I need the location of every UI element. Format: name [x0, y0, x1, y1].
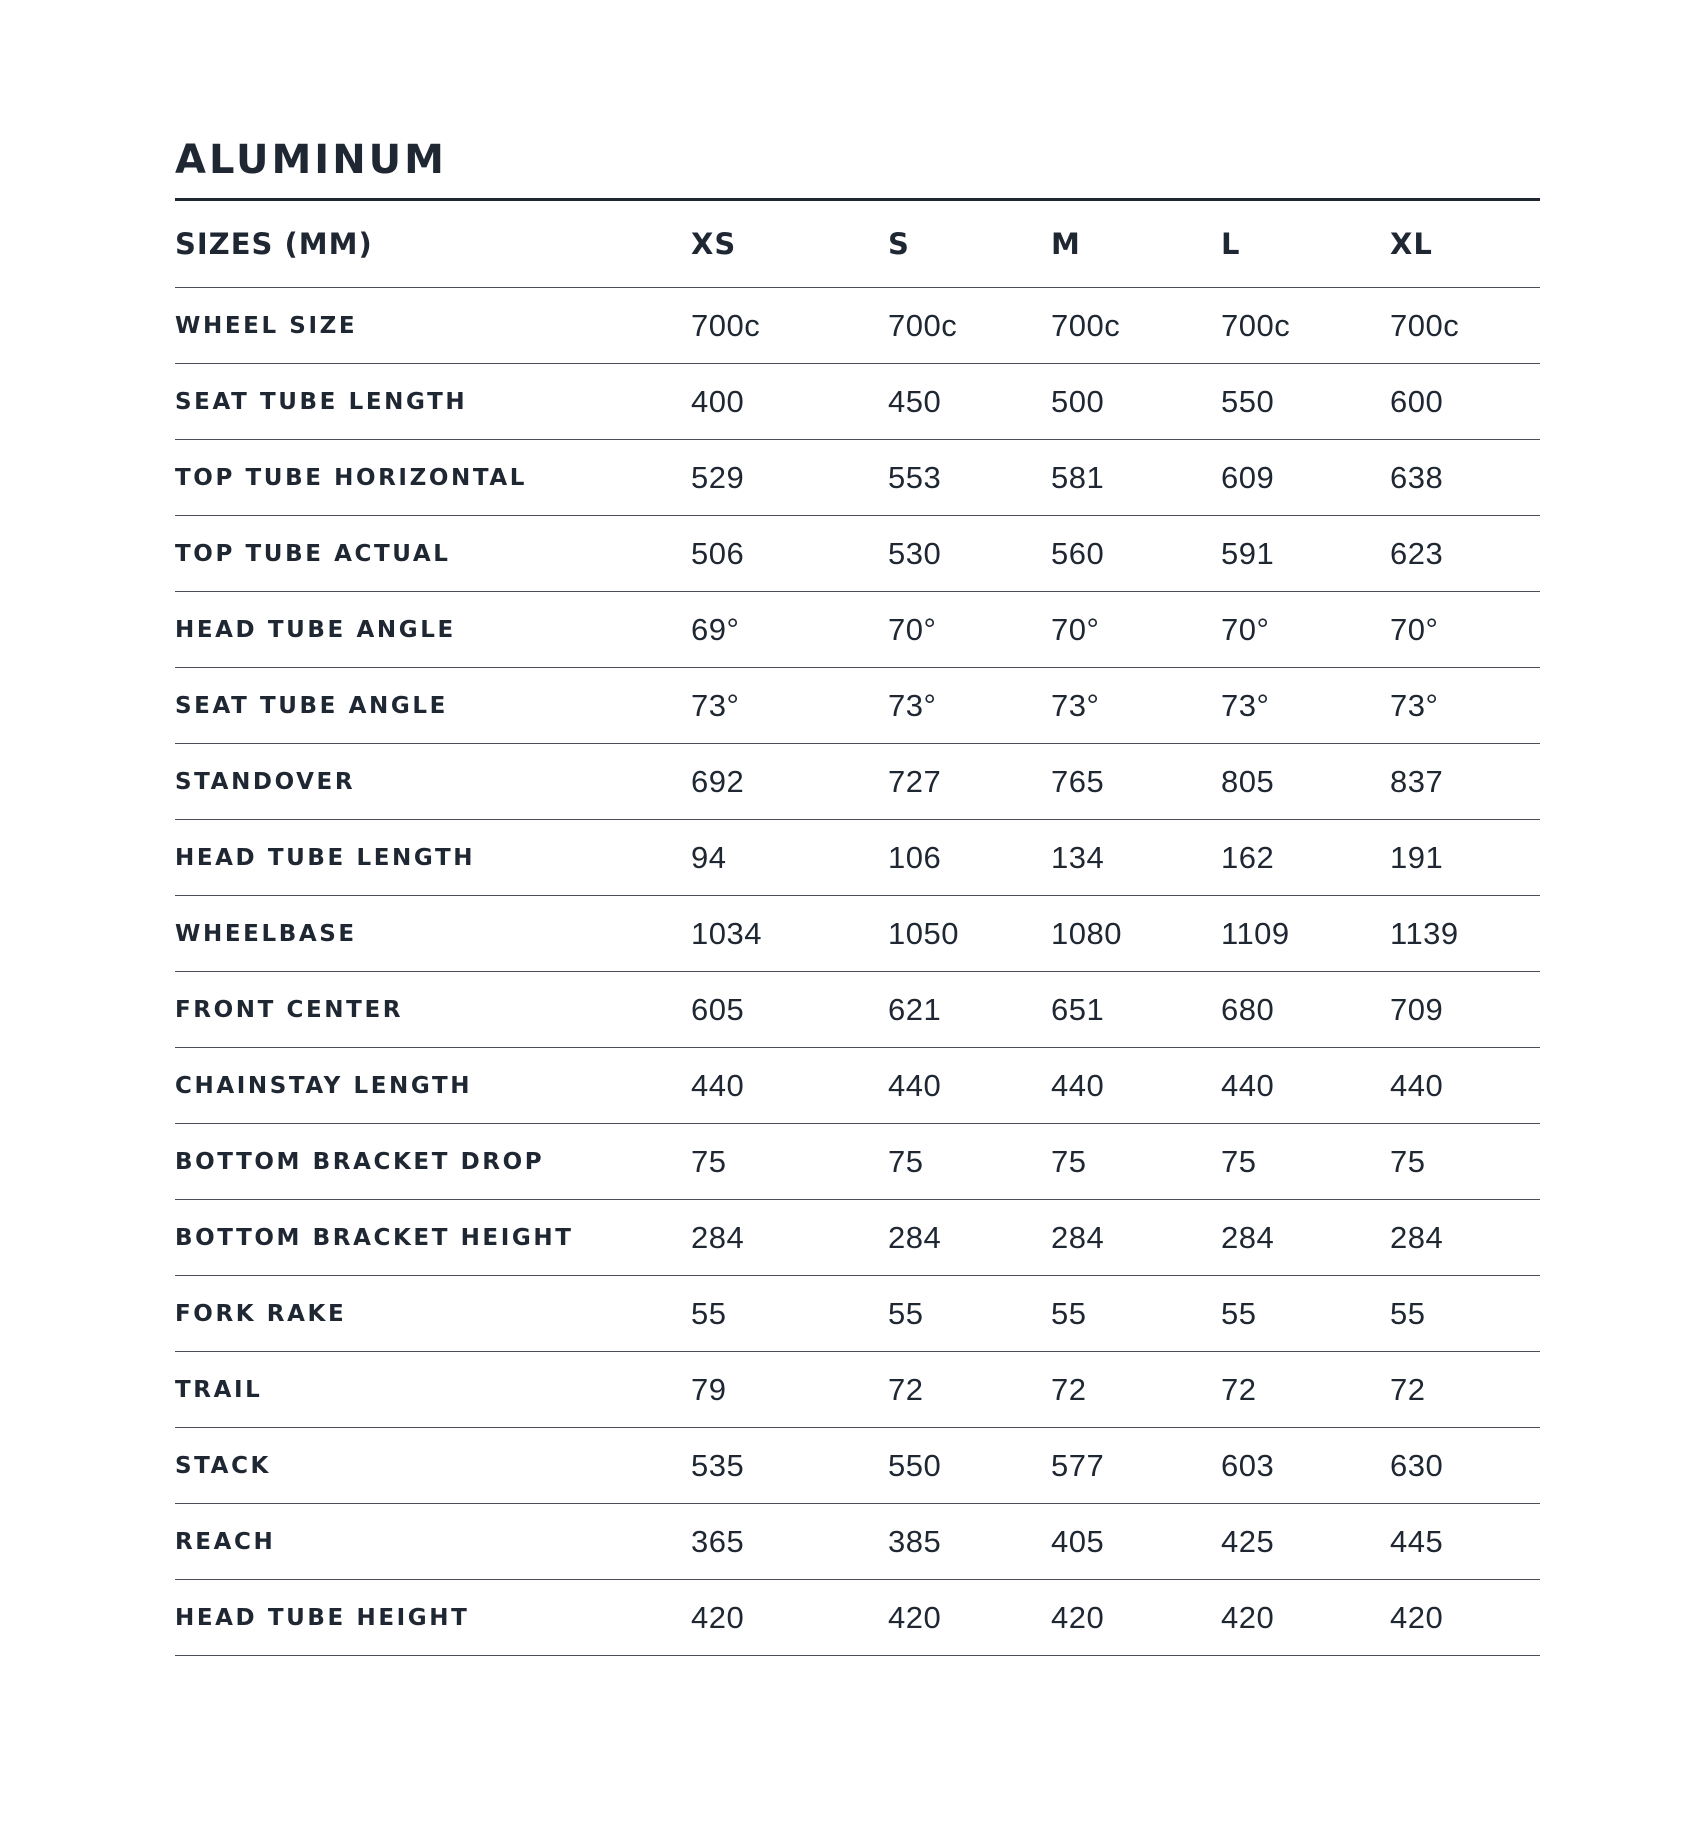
table-row — [175, 592, 1540, 668]
cell-value-s: 73° — [888, 668, 1051, 744]
cell-value-l: 70° — [1221, 592, 1390, 668]
header-size-m: M — [1051, 201, 1221, 288]
cell-value-m: 560 — [1051, 516, 1221, 592]
cell-value-m: 500 — [1051, 364, 1221, 440]
cell-value-xs: 365 — [691, 1504, 888, 1580]
cell-value-xs: 400 — [691, 364, 888, 440]
cell-value-xs: 440 — [691, 1048, 888, 1124]
cell-value-xl: 600 — [1390, 364, 1540, 440]
cell-value-s: 450 — [888, 364, 1051, 440]
cell-value-l: 1109 — [1221, 896, 1390, 972]
cell-value-m: 55 — [1051, 1276, 1221, 1352]
row-label: STACK — [175, 1428, 691, 1504]
cell-value-m: 651 — [1051, 972, 1221, 1048]
cell-value-xl: 284 — [1390, 1200, 1540, 1276]
table-row — [175, 1048, 1540, 1124]
cell-value-m: 75 — [1051, 1124, 1221, 1200]
cell-value-xs: 506 — [691, 516, 888, 592]
cell-value-l: 162 — [1221, 820, 1390, 896]
cell-value-xl: 1139 — [1390, 896, 1540, 972]
cell-value-m: 405 — [1051, 1504, 1221, 1580]
cell-value-xl: 709 — [1390, 972, 1540, 1048]
cell-value-xl: 420 — [1390, 1580, 1540, 1656]
cell-value-m: 420 — [1051, 1580, 1221, 1656]
cell-value-l: 72 — [1221, 1352, 1390, 1428]
cell-value-xl: 623 — [1390, 516, 1540, 592]
table-row — [175, 516, 1540, 592]
geometry-sheet — [175, 137, 1540, 1656]
cell-value-xs: 79 — [691, 1352, 888, 1428]
row-label: WHEEL SIZE — [175, 288, 691, 364]
header-size-l: L — [1221, 201, 1390, 288]
table-row — [175, 972, 1540, 1048]
cell-value-xl: 630 — [1390, 1428, 1540, 1504]
row-label: SEAT TUBE ANGLE — [175, 668, 691, 744]
cell-value-s: 727 — [888, 744, 1051, 820]
table-row — [175, 896, 1540, 972]
table-row — [175, 1276, 1540, 1352]
cell-value-xs: 94 — [691, 820, 888, 896]
cell-value-xl: 72 — [1390, 1352, 1540, 1428]
cell-value-s: 55 — [888, 1276, 1051, 1352]
cell-value-xs: 529 — [691, 440, 888, 516]
cell-value-l: 609 — [1221, 440, 1390, 516]
row-label: WHEELBASE — [175, 896, 691, 972]
cell-value-l: 603 — [1221, 1428, 1390, 1504]
table-row — [175, 668, 1540, 744]
row-label: HEAD TUBE LENGTH — [175, 820, 691, 896]
table-row — [175, 288, 1540, 364]
cell-value-xl: 700c — [1390, 288, 1540, 364]
row-label: HEAD TUBE HEIGHT — [175, 1580, 691, 1656]
cell-value-l: 550 — [1221, 364, 1390, 440]
row-label: TRAIL — [175, 1352, 691, 1428]
cell-value-s: 440 — [888, 1048, 1051, 1124]
cell-value-m: 440 — [1051, 1048, 1221, 1124]
cell-value-xs: 692 — [691, 744, 888, 820]
cell-value-m: 70° — [1051, 592, 1221, 668]
cell-value-l: 805 — [1221, 744, 1390, 820]
table-row — [175, 744, 1540, 820]
cell-value-xs: 75 — [691, 1124, 888, 1200]
cell-value-m: 765 — [1051, 744, 1221, 820]
cell-value-xs: 55 — [691, 1276, 888, 1352]
row-label: FORK RAKE — [175, 1276, 691, 1352]
cell-value-s: 385 — [888, 1504, 1051, 1580]
cell-value-xl: 75 — [1390, 1124, 1540, 1200]
table-row — [175, 820, 1540, 896]
cell-value-xs: 535 — [691, 1428, 888, 1504]
table-row — [175, 1504, 1540, 1580]
cell-value-l: 440 — [1221, 1048, 1390, 1124]
cell-value-l: 420 — [1221, 1580, 1390, 1656]
row-label: BOTTOM BRACKET HEIGHT — [175, 1200, 691, 1276]
table-row — [175, 1200, 1540, 1276]
header-sizes-label: SIZES (MM) — [175, 201, 691, 288]
row-label: STANDOVER — [175, 744, 691, 820]
row-label: TOP TUBE ACTUAL — [175, 516, 691, 592]
cell-value-l: 284 — [1221, 1200, 1390, 1276]
cell-value-xl: 440 — [1390, 1048, 1540, 1124]
cell-value-m: 73° — [1051, 668, 1221, 744]
cell-value-xs: 1034 — [691, 896, 888, 972]
table-row — [175, 440, 1540, 516]
cell-value-s: 700c — [888, 288, 1051, 364]
row-label: HEAD TUBE ANGLE — [175, 592, 691, 668]
row-label: TOP TUBE HORIZONTAL — [175, 440, 691, 516]
table-row — [175, 1580, 1540, 1656]
header-size-xs: XS — [691, 201, 888, 288]
geometry-table — [175, 201, 1540, 1656]
table-header-row — [175, 201, 1540, 288]
cell-value-xs: 73° — [691, 668, 888, 744]
cell-value-l: 680 — [1221, 972, 1390, 1048]
cell-value-s: 1050 — [888, 896, 1051, 972]
cell-value-xs: 69° — [691, 592, 888, 668]
row-label: CHAINSTAY LENGTH — [175, 1048, 691, 1124]
cell-value-xl: 445 — [1390, 1504, 1540, 1580]
cell-value-s: 284 — [888, 1200, 1051, 1276]
header-size-s: S — [888, 201, 1051, 288]
cell-value-s: 72 — [888, 1352, 1051, 1428]
header-size-xl: XL — [1390, 201, 1540, 288]
cell-value-l: 591 — [1221, 516, 1390, 592]
cell-value-xs: 700c — [691, 288, 888, 364]
table-body — [175, 288, 1540, 1656]
row-label: SEAT TUBE LENGTH — [175, 364, 691, 440]
cell-value-xs: 605 — [691, 972, 888, 1048]
cell-value-xl: 73° — [1390, 668, 1540, 744]
table-row — [175, 364, 1540, 440]
table-row — [175, 1428, 1540, 1504]
cell-value-xs: 284 — [691, 1200, 888, 1276]
cell-value-xl: 191 — [1390, 820, 1540, 896]
cell-value-m: 700c — [1051, 288, 1221, 364]
cell-value-l: 700c — [1221, 288, 1390, 364]
cell-value-s: 420 — [888, 1580, 1051, 1656]
cell-value-s: 550 — [888, 1428, 1051, 1504]
table-row — [175, 1124, 1540, 1200]
cell-value-s: 75 — [888, 1124, 1051, 1200]
cell-value-s: 553 — [888, 440, 1051, 516]
row-label: REACH — [175, 1504, 691, 1580]
cell-value-m: 1080 — [1051, 896, 1221, 972]
table-row — [175, 1352, 1540, 1428]
cell-value-l: 75 — [1221, 1124, 1390, 1200]
cell-value-xl: 638 — [1390, 440, 1540, 516]
cell-value-l: 55 — [1221, 1276, 1390, 1352]
cell-value-xl: 837 — [1390, 744, 1540, 820]
cell-value-xs: 420 — [691, 1580, 888, 1656]
cell-value-l: 73° — [1221, 668, 1390, 744]
cell-value-xl: 55 — [1390, 1276, 1540, 1352]
cell-value-s: 70° — [888, 592, 1051, 668]
cell-value-l: 425 — [1221, 1504, 1390, 1580]
cell-value-m: 134 — [1051, 820, 1221, 896]
row-label: BOTTOM BRACKET DROP — [175, 1124, 691, 1200]
cell-value-m: 581 — [1051, 440, 1221, 516]
cell-value-m: 577 — [1051, 1428, 1221, 1504]
cell-value-xl: 70° — [1390, 592, 1540, 668]
cell-value-s: 530 — [888, 516, 1051, 592]
cell-value-s: 106 — [888, 820, 1051, 896]
cell-value-m: 284 — [1051, 1200, 1221, 1276]
cell-value-s: 621 — [888, 972, 1051, 1048]
cell-value-m: 72 — [1051, 1352, 1221, 1428]
page-title: ALUMINUM — [175, 137, 447, 183]
row-label: FRONT CENTER — [175, 972, 691, 1048]
